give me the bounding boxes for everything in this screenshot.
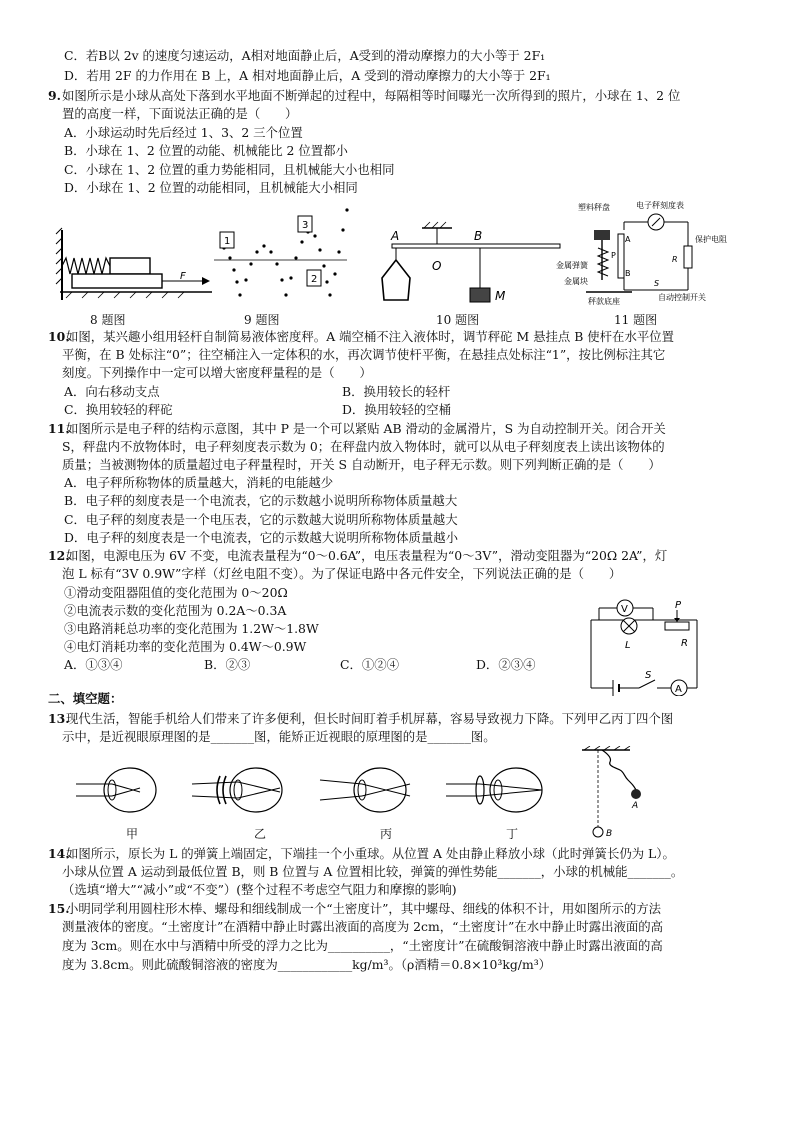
q12-option-c: C．①②④ <box>340 657 400 672</box>
f9-label-1: 1 <box>224 236 231 247</box>
q13-stem-2: 示中，是近视眼原理图的是_______图，能矫正近视眼的原理图的是_______图。 <box>62 729 496 744</box>
f10-label-b: B <box>474 229 483 243</box>
q10-option-d: D．换用较轻的空桶 <box>342 402 452 417</box>
q14-number: 14. <box>48 846 70 861</box>
f9-label-3: 3 <box>302 220 309 231</box>
caption-fig9: 9 题图 <box>244 313 280 327</box>
q10-stem-3: 刻度。下列操作中一定可以增大密度秤量程的是（ ） <box>62 365 372 380</box>
q11-option-b: B．电子秤的刻度表是一个电流表，它的示数越小说明所称物体质量越大 <box>64 493 458 508</box>
f8-force-label: F <box>180 271 186 282</box>
q8-option-d: D．若用 2F 的力作用在 B 上，A 相对地面静止后，A 受到的滑动摩擦力的大小等于 2F₁ <box>64 68 551 83</box>
q9-option-a: A．小球运动时先后经过 1、3、2 三个位置 <box>64 125 303 140</box>
f11-prot-label: 保护电阻 <box>695 235 727 244</box>
q10-option-b: B．换用较长的轻杆 <box>342 384 451 399</box>
caption-fig11: 11 题图 <box>614 313 658 327</box>
f12-ammeter-label: A <box>675 684 682 695</box>
q14-stem: 如图所示，原长为 L 的弹簧上端固定，下端挂一个小重球。从位置 A 处由静止释放小球（此时弹簧长仍为 L）。 <box>66 846 675 861</box>
q10-stem: 如图，某兴趣小组用轻杆自制简易液体密度秤。A 端空桶不注入液体时，调节秤砣 M 悬挂点 B 使杆在水平位置 <box>66 329 675 344</box>
f10-label-o: O <box>432 259 442 273</box>
f11-label-p: P <box>611 251 616 260</box>
f11-base-label: 秤款底座 <box>588 297 620 306</box>
f10-label-a: A <box>391 229 400 243</box>
q11-option-c: C．电子秤的刻度表是一个电压表，它的示数越大说明所称物体质量越大 <box>64 512 458 527</box>
caption-fig8: 8 题图 <box>90 313 126 327</box>
q12-item-3: ③电路消耗总功率的变化范围为 1.2W～1.8W <box>64 621 319 636</box>
f11-meter-label: 电子秤刻度表 <box>636 201 684 210</box>
q14-stem-3: （选填“增大”“减小”或“不变”）(整个过程不考虑空气阻力和摩擦的影响) <box>62 882 457 897</box>
figure-10 <box>382 222 560 303</box>
q12-item-1: ①滑动变阻器阻值的变化范围为 0～20Ω <box>64 585 288 600</box>
f11-label-s: S <box>654 279 660 288</box>
f11-label-a: A <box>625 235 631 244</box>
figure-row-8-11 <box>52 200 772 312</box>
q15-stem-2: 测量液体的密度。“土密度计”在酒精中静止时露出液面的高度为 2cm，“土密度计”在水中静止时露出液面的高 <box>62 919 664 934</box>
q9-option-b: B．小球在 1、2 位置的动能、机械能比 2 位置都小 <box>64 143 348 158</box>
figure-13-eyes <box>70 760 570 822</box>
q9-number: 9. <box>48 88 61 103</box>
q10-option-c: C．换用较轻的秤砣 <box>64 402 173 417</box>
q9-stem-2: 置的高度一样，下面说法正确的是（ ） <box>62 106 298 121</box>
q9-stem: 如图所示是小球从高处下落到水平地面不断弹起的过程中，每隔相等时间曝光一次所得到的照片，小球在 1、2 位 <box>62 88 681 103</box>
q11-stem-3: 质量；当被测物体的质量超过电子秤量程时，开关 S 自动断开，电子秤无示数。则下列判断正确的是（ ） <box>62 457 661 472</box>
q15-stem-3: 度为 3cm。则在水中与酒精中所受的浮力之比为__________，“土密度计”在硫酸铜溶液中静止时露出液面的高 <box>62 938 663 953</box>
q15-stem: 小明同学利用圆柱形木棒、螺母和细线制成一个“土密度计”，其中螺母、细线的体积不计，用如图所示的方法 <box>66 901 662 916</box>
q13-stem: 现代生活，智能手机给人们带来了许多便利，但长时间盯着手机屏幕，容易导致视力下降。下列甲乙丙丁四个图 <box>66 711 674 726</box>
f12-switch-label: S <box>645 670 652 681</box>
f12-voltmeter-label: V <box>621 604 628 615</box>
figure-14-spring <box>578 746 658 842</box>
caption-fig10: 10 题图 <box>436 313 480 327</box>
q14-stem-2: 小球从位置 A 运动到最低位置 B，则 B 位置与 A 位置相比较，弹簧的弹性势能_______，小球的机械能_______。 <box>62 864 684 879</box>
figure-9 <box>214 208 349 296</box>
q9-option-d: D．小球在 1、2 位置的动能相同，且机械能大小相同 <box>64 180 358 195</box>
eye-diagram-4 <box>446 768 542 812</box>
eye-diagram-1 <box>76 768 156 812</box>
q12-item-2: ②电流表示数的变化范围为 0.2A～0.3A <box>64 603 287 618</box>
f14-label-b: B <box>606 829 613 839</box>
q12-option-d: D．②③④ <box>476 657 536 672</box>
q8-option-c: C．若B以 2v 的速度匀速运动，A相对地面静止后，A受到的滑动摩擦力的大小等于 2F₁ <box>64 48 546 63</box>
q12-stem-2: 泡 L 标有“3V 0.9W”字样（灯丝电阻不变）。为了保证电路中各元件安全，下列说法正确的是（ ） <box>62 566 622 581</box>
q11-stem: 如图所示是电子秤的结构示意图，其中 P 是一个可以紧贴 AB 滑动的金属滑片，S 为自动控制开关。闭合开关 <box>66 421 666 436</box>
q12-option-b: B．②③ <box>204 657 251 672</box>
q13-number: 13. <box>48 711 70 726</box>
caption-eye-3: 丙 <box>380 827 393 841</box>
f11-label-b: B <box>625 269 631 278</box>
f11-switch-label: 自动控制开关 <box>658 293 706 302</box>
caption-eye-4: 丁 <box>506 827 519 841</box>
q12-item-4: ④电灯消耗功率的变化范围为 0.4W～0.9W <box>64 639 307 654</box>
q12-option-a: A．①③④ <box>64 657 123 672</box>
figure-11 <box>556 200 727 306</box>
f12-slider-label: P <box>675 600 682 611</box>
q15-number: 15. <box>48 901 70 916</box>
f14-label-a: A <box>632 801 639 811</box>
q10-number: 10. <box>48 329 70 344</box>
q9-option-c: C．小球在 1、2 位置的重力势能相同，且机械能大小也相同 <box>64 162 395 177</box>
q11-number: 11. <box>48 421 70 436</box>
q11-option-d: D．电子秤的刻度表是一个电流表，它的示数越大说明所称物体质量越小 <box>64 530 459 545</box>
f9-label-2: 2 <box>311 274 318 285</box>
q11-option-a: A．电子秤所称物体的质量越大，消耗的电能越少 <box>64 475 334 490</box>
q10-option-a: A．向右移动支点 <box>64 384 160 399</box>
f11-label-r: R <box>672 255 678 264</box>
caption-eye-2: 乙 <box>254 827 267 841</box>
f12-lamp-label: L <box>625 640 631 651</box>
f11-spring-label: 金属弹簧 <box>556 261 588 270</box>
section-fill-in-title: 二、填空题： <box>48 691 123 706</box>
q12-number: 12. <box>48 548 70 563</box>
f11-block-label: 金属块 <box>564 277 588 286</box>
q15-stem-4: 度为 3.8cm。则此硫酸铜溶液的密度为____________kg/m³。（ρ酒精＝0.8×10³kg/m³） <box>62 957 552 972</box>
eye-diagram-2 <box>192 768 282 812</box>
q11-stem-2: S，秤盘内不放物体时，电子秤刻度表示数为 0；在秤盘内放入物体时，就可以从电子秤刻度表上读出该物体的 <box>62 439 665 454</box>
f11-pan-label: 塑料秤盘 <box>578 203 610 212</box>
eye-diagram-3 <box>320 768 410 812</box>
figure-8 <box>56 228 212 300</box>
q12-stem: 如图，电源电压为 6V 不变，电流表量程为“0～0.6A”，电压表量程为“0～3V”，滑动变阻器为“20Ω 2A”，灯 <box>66 548 668 563</box>
caption-eye-1: 甲 <box>126 827 139 841</box>
figure-12-circuit <box>585 596 720 696</box>
q10-stem-2: 平衡，在 B 处标注“0”；往空桶注入一定体积的水，再次调节使杆平衡，在悬挂点处标注“1”，按比例标注其它 <box>62 347 666 362</box>
f12-rheostat-label: R <box>681 638 688 649</box>
f10-label-m: M <box>495 289 506 303</box>
